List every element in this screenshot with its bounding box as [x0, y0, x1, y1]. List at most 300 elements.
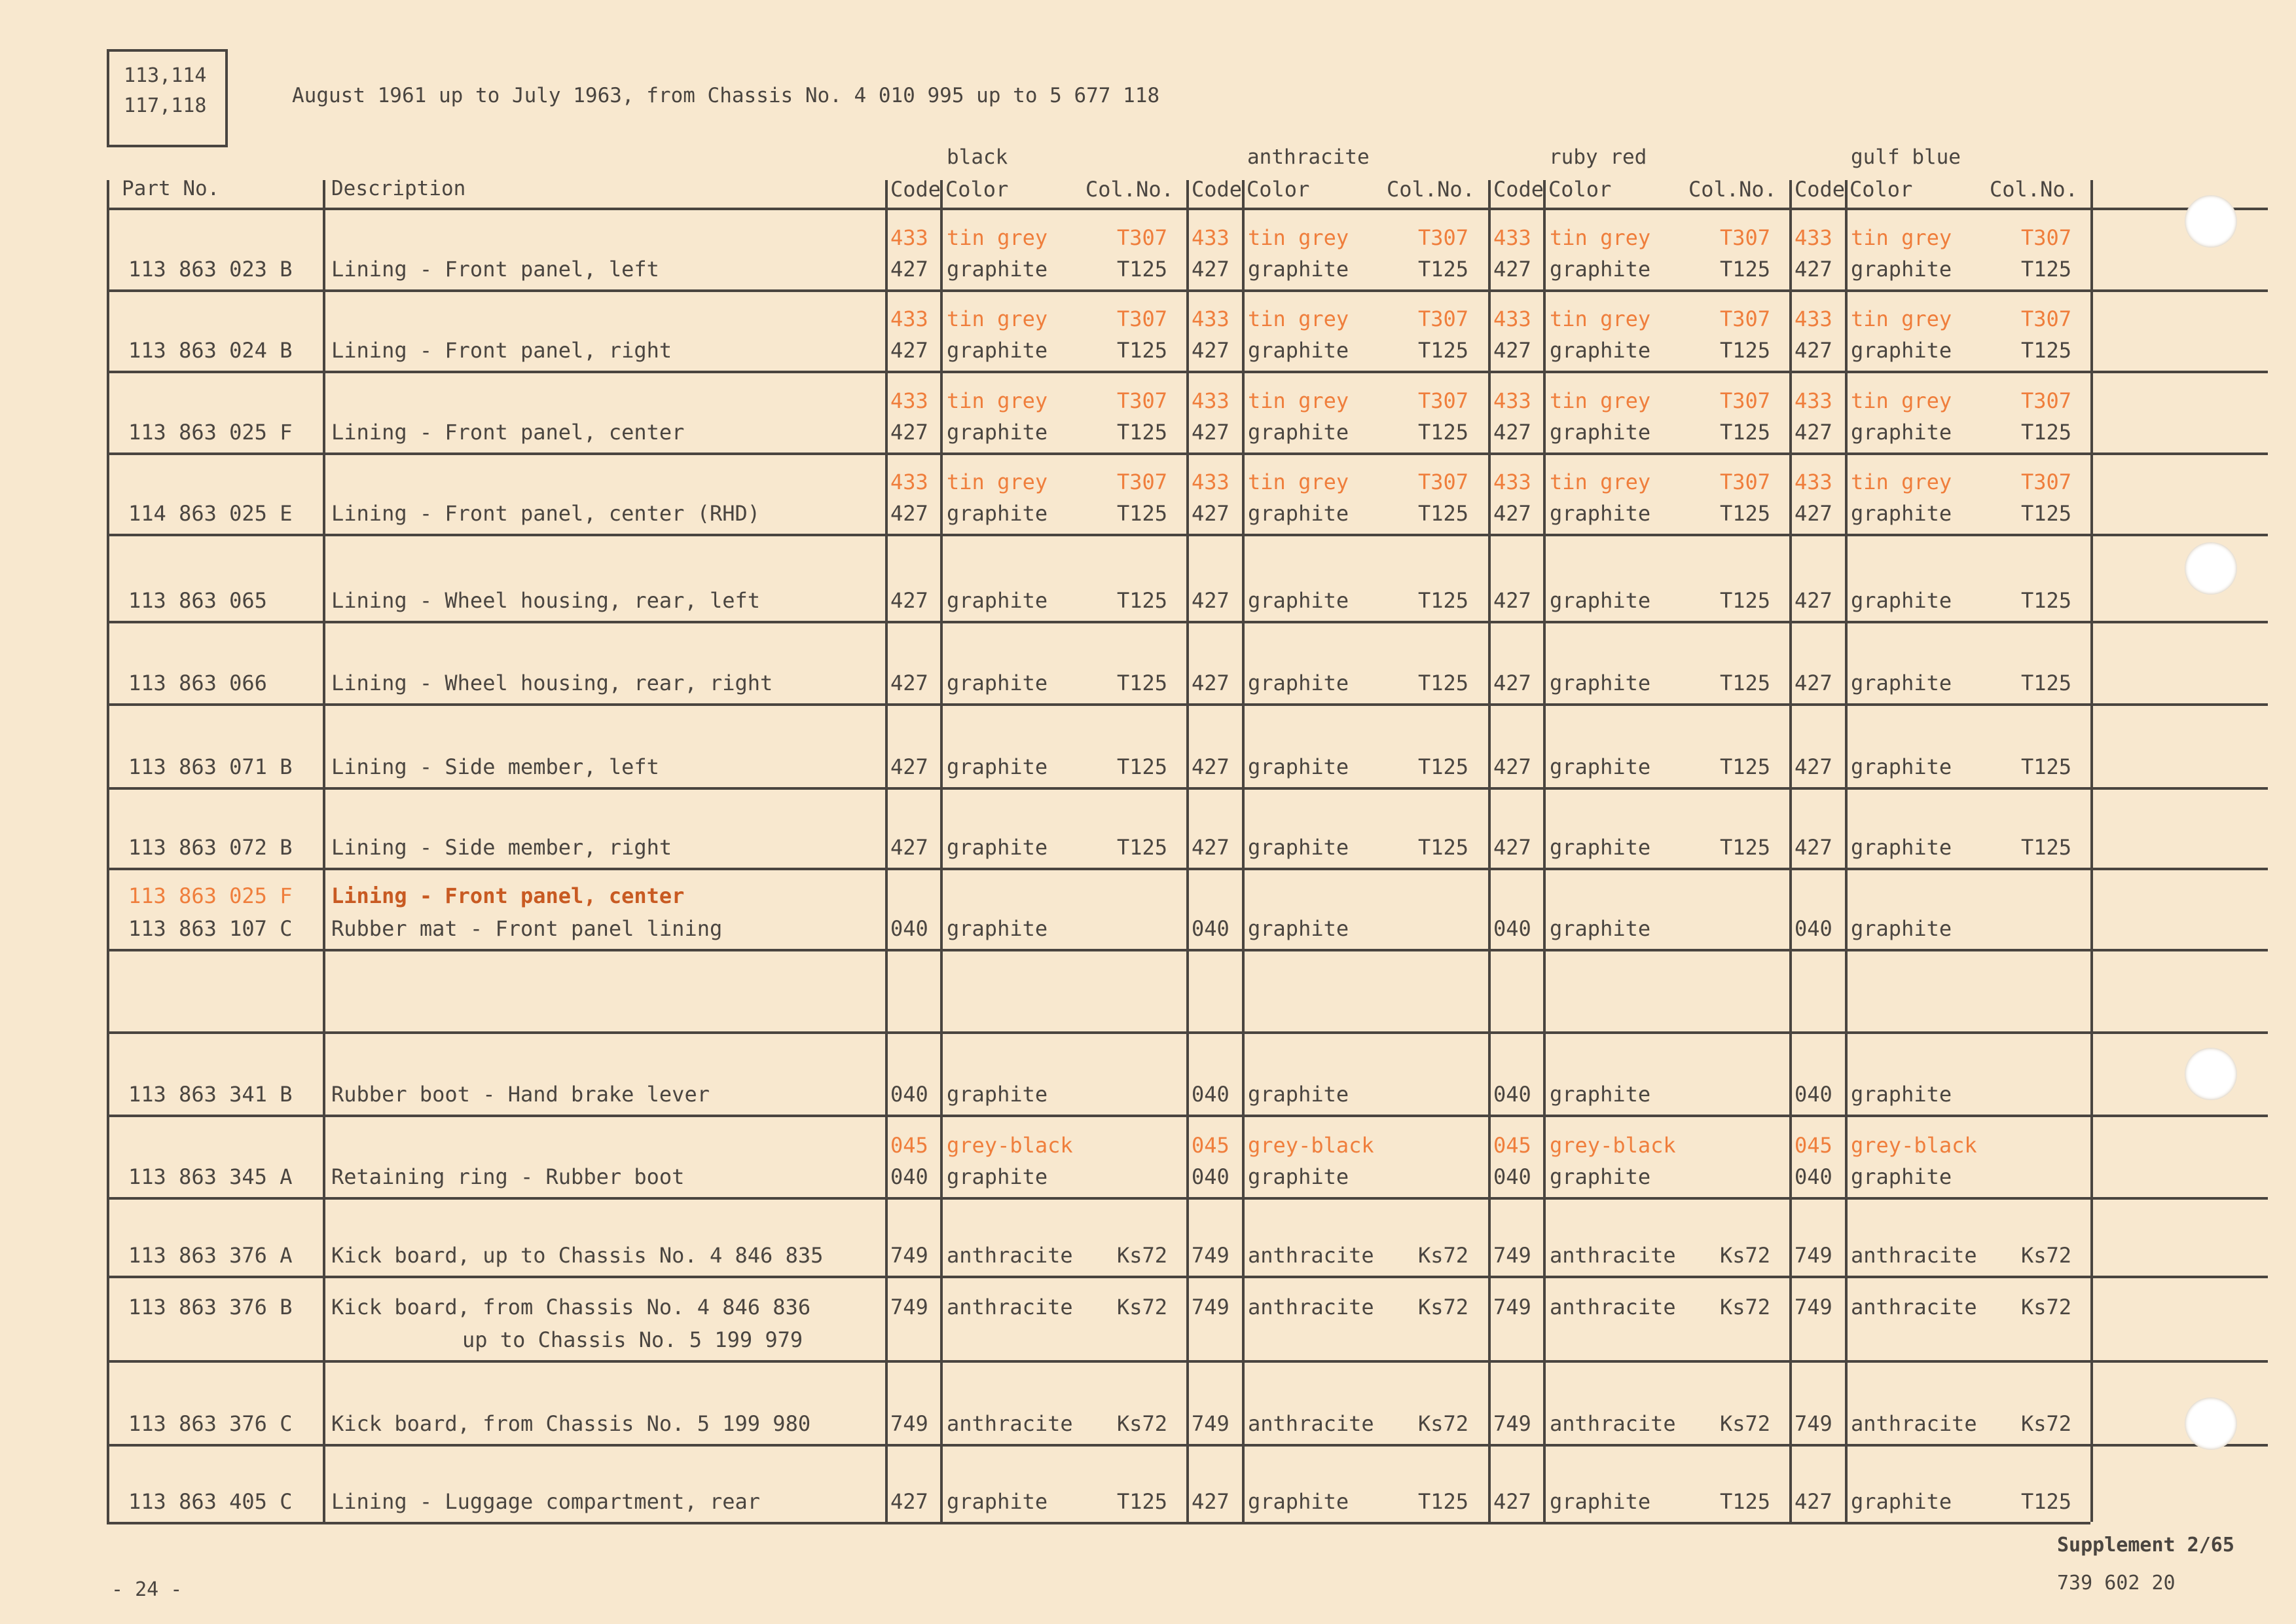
color-number: T125	[2021, 754, 2072, 779]
color-code: 433	[1795, 306, 1832, 331]
part-number: 113 863 376 C	[128, 1411, 293, 1436]
header-col-no: Col.No.	[1990, 177, 2078, 202]
part-description: Lining - Front panel, center	[331, 883, 685, 908]
punch-hole	[2185, 1048, 2237, 1100]
color-name: tin grey	[1851, 388, 1952, 413]
color-name: anthracite	[1550, 1243, 1676, 1268]
color-name: tin grey	[1248, 306, 1349, 331]
color-name: graphite	[1248, 257, 1349, 282]
color-code: 433	[1192, 470, 1230, 494]
header-code: Code	[1493, 177, 1544, 202]
color-code: 749	[1493, 1411, 1531, 1436]
table-column-rule	[1488, 180, 1491, 1522]
color-number: T125	[1117, 257, 1168, 282]
table-column-rule	[323, 180, 325, 1522]
table-column-rule	[940, 180, 943, 1522]
color-number: T125	[2021, 1489, 2072, 1514]
color-number: T125	[1418, 1489, 1469, 1514]
part-description: Kick board, from Chassis No. 5 199 980	[331, 1411, 811, 1436]
color-number: T125	[1720, 338, 1771, 363]
table-row-rule	[107, 1031, 2268, 1034]
color-code: 433	[1192, 306, 1230, 331]
model-line-2: 117,118	[124, 94, 207, 117]
color-number: T125	[2021, 257, 2072, 282]
color-code: 040	[1493, 916, 1531, 941]
color-number: T307	[1117, 225, 1168, 250]
color-name: graphite	[1550, 338, 1651, 363]
part-number: 113 863 072 B	[128, 835, 293, 860]
header-col-no: Col.No.	[1085, 177, 1174, 202]
table-row-rule	[107, 289, 2268, 292]
color-name: graphite	[947, 257, 1048, 282]
color-group-black: black	[947, 145, 1008, 169]
color-name: graphite	[1851, 1082, 1952, 1107]
color-code: 433	[1795, 225, 1832, 250]
table-row-rule	[107, 371, 2268, 373]
part-description-continued: up to Chassis No. 5 199 979	[462, 1327, 803, 1352]
color-code: 427	[1795, 1489, 1832, 1514]
color-name: graphite	[1248, 1164, 1349, 1189]
color-code: 427	[1795, 835, 1832, 860]
color-name: graphite	[1248, 754, 1349, 779]
color-name: graphite	[947, 1164, 1048, 1189]
part-number: 113 863 341 B	[128, 1082, 293, 1107]
color-number: T307	[1117, 388, 1168, 413]
table-column-rule	[1186, 180, 1189, 1522]
color-number: T307	[2021, 470, 2072, 494]
color-name: graphite	[1248, 501, 1349, 526]
color-code: 433	[890, 470, 928, 494]
color-name: graphite	[1851, 671, 1952, 695]
color-code: 040	[1192, 1164, 1230, 1189]
color-number: T125	[2021, 420, 2072, 445]
color-code: 045	[1192, 1133, 1230, 1158]
color-name: anthracite	[1550, 1295, 1676, 1320]
color-name: graphite	[947, 754, 1048, 779]
table-row-rule	[107, 452, 2268, 455]
part-number: 113 863 345 A	[128, 1164, 293, 1189]
color-code: 427	[1192, 835, 1230, 860]
color-code: 433	[1192, 388, 1230, 413]
color-name: graphite	[1851, 1164, 1952, 1189]
color-code: 045	[1795, 1133, 1832, 1158]
color-name: graphite	[1550, 501, 1651, 526]
color-code: 427	[1192, 754, 1230, 779]
color-number: T125	[1720, 1489, 1771, 1514]
color-name: tin grey	[947, 388, 1048, 413]
table-row-rule	[107, 868, 2268, 870]
part-number: 113 863 025 F	[128, 420, 293, 445]
color-code: 040	[1493, 1082, 1531, 1107]
color-number: T125	[1418, 338, 1469, 363]
color-number: Ks72	[1117, 1295, 1168, 1320]
color-name: anthracite	[947, 1243, 1073, 1268]
part-description: Lining - Wheel housing, rear, left	[331, 588, 761, 613]
color-code: 749	[1192, 1243, 1230, 1268]
color-code: 433	[890, 306, 928, 331]
color-number: Ks72	[1418, 1295, 1469, 1320]
color-number: T125	[1117, 338, 1168, 363]
color-code: 749	[1493, 1243, 1531, 1268]
color-number: T125	[1720, 671, 1771, 695]
color-name: graphite	[1248, 338, 1349, 363]
color-code: 427	[1192, 671, 1230, 695]
color-code: 427	[1493, 671, 1531, 695]
color-code: 427	[1192, 588, 1230, 613]
color-name: tin grey	[947, 306, 1048, 331]
color-code: 427	[1795, 671, 1832, 695]
part-number: 113 863 071 B	[128, 754, 293, 779]
color-number: Ks72	[1720, 1411, 1771, 1436]
color-code: 427	[890, 420, 928, 445]
color-code: 040	[890, 916, 928, 941]
color-name: graphite	[947, 588, 1048, 613]
color-code: 749	[1493, 1295, 1531, 1320]
model-line-1: 113,114	[124, 64, 207, 87]
part-description: Lining - Luggage compartment, rear	[331, 1489, 761, 1514]
color-number: T125	[1117, 588, 1168, 613]
color-number: Ks72	[1418, 1243, 1469, 1268]
color-number: T307	[1720, 306, 1771, 331]
color-number: Ks72	[2021, 1243, 2072, 1268]
color-name: graphite	[947, 420, 1048, 445]
color-code: 427	[890, 835, 928, 860]
color-number: T125	[2021, 338, 2072, 363]
color-name: anthracite	[1851, 1295, 1977, 1320]
color-name: grey-black	[947, 1133, 1073, 1158]
color-number: T307	[1418, 306, 1469, 331]
color-number: T125	[1418, 420, 1469, 445]
color-name: graphite	[947, 1082, 1048, 1107]
color-code: 433	[890, 388, 928, 413]
color-name: anthracite	[1550, 1411, 1676, 1436]
table-column-rule	[1789, 180, 1792, 1522]
header-code: Code	[1795, 177, 1846, 202]
punch-hole	[2185, 195, 2237, 248]
color-number: T307	[1117, 470, 1168, 494]
color-code: 045	[1493, 1133, 1531, 1158]
color-name: tin grey	[1550, 388, 1651, 413]
color-code: 427	[890, 671, 928, 695]
color-name: graphite	[1851, 588, 1952, 613]
color-name: graphite	[1550, 754, 1651, 779]
color-name: anthracite	[947, 1411, 1073, 1436]
color-code: 749	[1795, 1295, 1832, 1320]
color-code: 749	[890, 1243, 928, 1268]
part-description: Lining - Wheel housing, rear, right	[331, 671, 773, 695]
color-number: Ks72	[1418, 1411, 1469, 1436]
part-number: 114 863 025 E	[128, 501, 293, 526]
color-name: tin grey	[947, 470, 1048, 494]
color-number: T307	[1720, 225, 1771, 250]
color-code: 427	[1192, 420, 1230, 445]
color-name: graphite	[1248, 835, 1349, 860]
color-code: 427	[1493, 257, 1531, 282]
color-name: graphite	[947, 916, 1048, 941]
color-number: T125	[1117, 501, 1168, 526]
color-number: T307	[2021, 225, 2072, 250]
table-row-rule	[107, 787, 2268, 790]
header-part-no: Part No.	[122, 177, 220, 200]
color-name: graphite	[1851, 1489, 1952, 1514]
color-code: 427	[1795, 501, 1832, 526]
table-row-rule	[2090, 208, 2268, 210]
color-name: graphite	[1851, 835, 1952, 860]
color-code: 433	[1795, 470, 1832, 494]
color-name: tin grey	[947, 225, 1048, 250]
color-name: graphite	[947, 1489, 1048, 1514]
color-name: tin grey	[1851, 225, 1952, 250]
color-number: Ks72	[1720, 1295, 1771, 1320]
color-name: graphite	[1550, 257, 1651, 282]
color-code: 040	[890, 1082, 928, 1107]
color-number: T307	[1418, 470, 1469, 494]
color-name: grey-black	[1248, 1133, 1374, 1158]
table-row-rule	[107, 621, 2268, 623]
part-number: 113 863 065	[128, 588, 267, 613]
header-code: Code	[890, 177, 941, 202]
color-number: T125	[1720, 501, 1771, 526]
header-color: Color	[1247, 177, 1310, 202]
color-name: graphite	[1851, 916, 1952, 941]
color-name: graphite	[1550, 588, 1651, 613]
color-code: 427	[1493, 588, 1531, 613]
header-color: Color	[945, 177, 1009, 202]
color-name: grey-black	[1851, 1133, 1977, 1158]
color-code: 433	[1493, 225, 1531, 250]
validity-period: August 1961 up to July 1963, from Chassis No. 4 010 995 up to 5 677 118	[292, 84, 1160, 107]
color-number: T307	[1418, 388, 1469, 413]
color-number: T125	[1117, 671, 1168, 695]
color-code: 749	[1795, 1411, 1832, 1436]
color-code: 749	[1192, 1295, 1230, 1320]
color-code: 427	[1493, 835, 1531, 860]
color-name: tin grey	[1248, 388, 1349, 413]
part-description: Lining - Side member, left	[331, 754, 659, 779]
table-column-rule	[107, 180, 109, 1522]
color-name: anthracite	[1851, 1243, 1977, 1268]
color-name: graphite	[1851, 420, 1952, 445]
color-number: T125	[1720, 835, 1771, 860]
header-code: Code	[1192, 177, 1243, 202]
color-number: T307	[1720, 470, 1771, 494]
color-code: 427	[890, 501, 928, 526]
color-name: tin grey	[1550, 306, 1651, 331]
color-number: T125	[1720, 257, 1771, 282]
color-number: T125	[1418, 671, 1469, 695]
color-code: 040	[1192, 916, 1230, 941]
color-name: graphite	[1248, 916, 1349, 941]
color-name: anthracite	[1851, 1411, 1977, 1436]
color-name: graphite	[1248, 671, 1349, 695]
color-name: graphite	[1851, 501, 1952, 526]
color-name: graphite	[1248, 588, 1349, 613]
part-number: 113 863 376 A	[128, 1243, 293, 1268]
color-number: T125	[2021, 835, 2072, 860]
color-number: T125	[1418, 754, 1469, 779]
page-number: - 24 -	[111, 1578, 183, 1601]
table-column-rule	[1543, 180, 1546, 1522]
color-code: 040	[1493, 1164, 1531, 1189]
part-description: Rubber mat - Front panel lining	[331, 916, 723, 941]
color-name: graphite	[1851, 754, 1952, 779]
supplement-label: Supplement 2/65	[2057, 1534, 2234, 1557]
color-code: 749	[1192, 1411, 1230, 1436]
color-code: 749	[890, 1295, 928, 1320]
color-number: T125	[2021, 501, 2072, 526]
color-code: 427	[1493, 501, 1531, 526]
color-code: 427	[1192, 257, 1230, 282]
color-number: T125	[1117, 754, 1168, 779]
color-number: T125	[1418, 835, 1469, 860]
part-description: Rubber boot - Hand brake lever	[331, 1082, 710, 1107]
color-number: T125	[1418, 501, 1469, 526]
color-code: 427	[1795, 257, 1832, 282]
part-number: 113 863 405 C	[128, 1489, 293, 1514]
color-name: grey-black	[1550, 1133, 1676, 1158]
part-number: 113 863 023 B	[128, 257, 293, 282]
table-row-rule	[107, 1197, 2268, 1200]
color-code: 427	[890, 257, 928, 282]
punch-hole	[2185, 542, 2237, 595]
table-row-rule	[107, 949, 2268, 951]
color-code: 427	[890, 1489, 928, 1514]
color-number: T125	[2021, 671, 2072, 695]
part-number: 113 863 025 F	[128, 883, 293, 908]
color-number: T307	[1720, 388, 1771, 413]
color-code: 433	[1795, 388, 1832, 413]
color-number: T307	[1418, 225, 1469, 250]
color-code: 749	[1795, 1243, 1832, 1268]
color-name: graphite	[1550, 1489, 1651, 1514]
color-name: tin grey	[1248, 225, 1349, 250]
color-group-gulf-blue: gulf blue	[1851, 145, 1961, 169]
color-number: T125	[1418, 257, 1469, 282]
color-code: 427	[1795, 754, 1832, 779]
color-name: graphite	[1248, 1082, 1349, 1107]
color-name: graphite	[1550, 420, 1651, 445]
color-name: graphite	[947, 835, 1048, 860]
color-code: 433	[1493, 388, 1531, 413]
color-name: graphite	[1550, 916, 1651, 941]
color-number: T307	[2021, 306, 2072, 331]
color-name: graphite	[1550, 671, 1651, 695]
color-code: 749	[890, 1411, 928, 1436]
color-code: 427	[1795, 420, 1832, 445]
color-number: T307	[1117, 306, 1168, 331]
color-number: T125	[2021, 588, 2072, 613]
header-color: Color	[1548, 177, 1612, 202]
part-description: Kick board, up to Chassis No. 4 846 835	[331, 1243, 824, 1268]
color-code: 427	[890, 338, 928, 363]
table-row-rule	[107, 1276, 2268, 1278]
table-row-rule	[107, 1444, 2268, 1447]
color-code: 427	[1493, 338, 1531, 363]
color-group-ruby-red: ruby red	[1549, 145, 1647, 169]
part-number: 113 863 376 B	[128, 1295, 293, 1320]
document-number: 739 602 20	[2057, 1572, 2176, 1595]
color-name: anthracite	[1248, 1295, 1374, 1320]
header-col-no: Col.No.	[1688, 177, 1777, 202]
color-name: graphite	[1248, 1489, 1349, 1514]
color-number: T125	[1720, 420, 1771, 445]
color-number: T307	[2021, 388, 2072, 413]
part-number: 113 863 024 B	[128, 338, 293, 363]
color-code: 433	[890, 225, 928, 250]
table-column-rule	[885, 180, 888, 1522]
color-code: 040	[1192, 1082, 1230, 1107]
part-description: Retaining ring - Rubber boot	[331, 1164, 685, 1189]
table-column-rule	[1242, 180, 1245, 1522]
color-code: 427	[1192, 338, 1230, 363]
color-name: graphite	[947, 501, 1048, 526]
header-col-no: Col.No.	[1387, 177, 1475, 202]
color-number: T125	[1720, 588, 1771, 613]
color-code: 427	[1192, 501, 1230, 526]
color-number: T125	[1418, 588, 1469, 613]
color-name: graphite	[1550, 1082, 1651, 1107]
part-description: Lining - Front panel, center	[331, 420, 685, 445]
table-row-rule	[107, 208, 2090, 210]
color-code: 427	[890, 754, 928, 779]
color-name: tin grey	[1851, 470, 1952, 494]
color-number: T125	[1117, 835, 1168, 860]
color-name: graphite	[1550, 835, 1651, 860]
table-row-rule	[107, 534, 2268, 536]
color-name: tin grey	[1248, 470, 1349, 494]
part-number: 113 863 107 C	[128, 916, 293, 941]
color-code: 433	[1192, 225, 1230, 250]
table-row-rule	[107, 1360, 2268, 1363]
color-name: graphite	[947, 338, 1048, 363]
color-number: T125	[1117, 1489, 1168, 1514]
table-column-rule	[1845, 180, 1848, 1522]
color-code: 427	[1795, 588, 1832, 613]
part-description: Lining - Side member, right	[331, 835, 672, 860]
color-code: 427	[1795, 338, 1832, 363]
color-code: 040	[1795, 1082, 1832, 1107]
color-number: Ks72	[1117, 1411, 1168, 1436]
color-name: graphite	[1248, 420, 1349, 445]
color-code: 427	[1493, 1489, 1531, 1514]
color-code: 427	[1192, 1489, 1230, 1514]
color-code: 045	[890, 1133, 928, 1158]
color-name: tin grey	[1851, 306, 1952, 331]
color-code: 040	[1795, 1164, 1832, 1189]
color-number: Ks72	[1117, 1243, 1168, 1268]
table-column-rule	[2090, 180, 2093, 1522]
color-code: 433	[1493, 470, 1531, 494]
color-code: 040	[1795, 916, 1832, 941]
color-code: 040	[890, 1164, 928, 1189]
part-description: Lining - Front panel, left	[331, 257, 659, 282]
color-number: Ks72	[2021, 1411, 2072, 1436]
color-code: 427	[890, 588, 928, 613]
header-description: Description	[331, 177, 466, 200]
color-name: tin grey	[1550, 225, 1651, 250]
color-code: 427	[1493, 754, 1531, 779]
color-group-anthracite: anthracite	[1247, 145, 1370, 169]
part-description: Lining - Front panel, right	[331, 338, 672, 363]
punch-hole	[2185, 1397, 2237, 1450]
color-name: graphite	[1851, 338, 1952, 363]
color-number: T125	[1117, 420, 1168, 445]
color-code: 427	[1493, 420, 1531, 445]
color-name: anthracite	[1248, 1243, 1374, 1268]
table-row-rule	[107, 1115, 2268, 1117]
color-code: 433	[1493, 306, 1531, 331]
color-name: anthracite	[947, 1295, 1073, 1320]
